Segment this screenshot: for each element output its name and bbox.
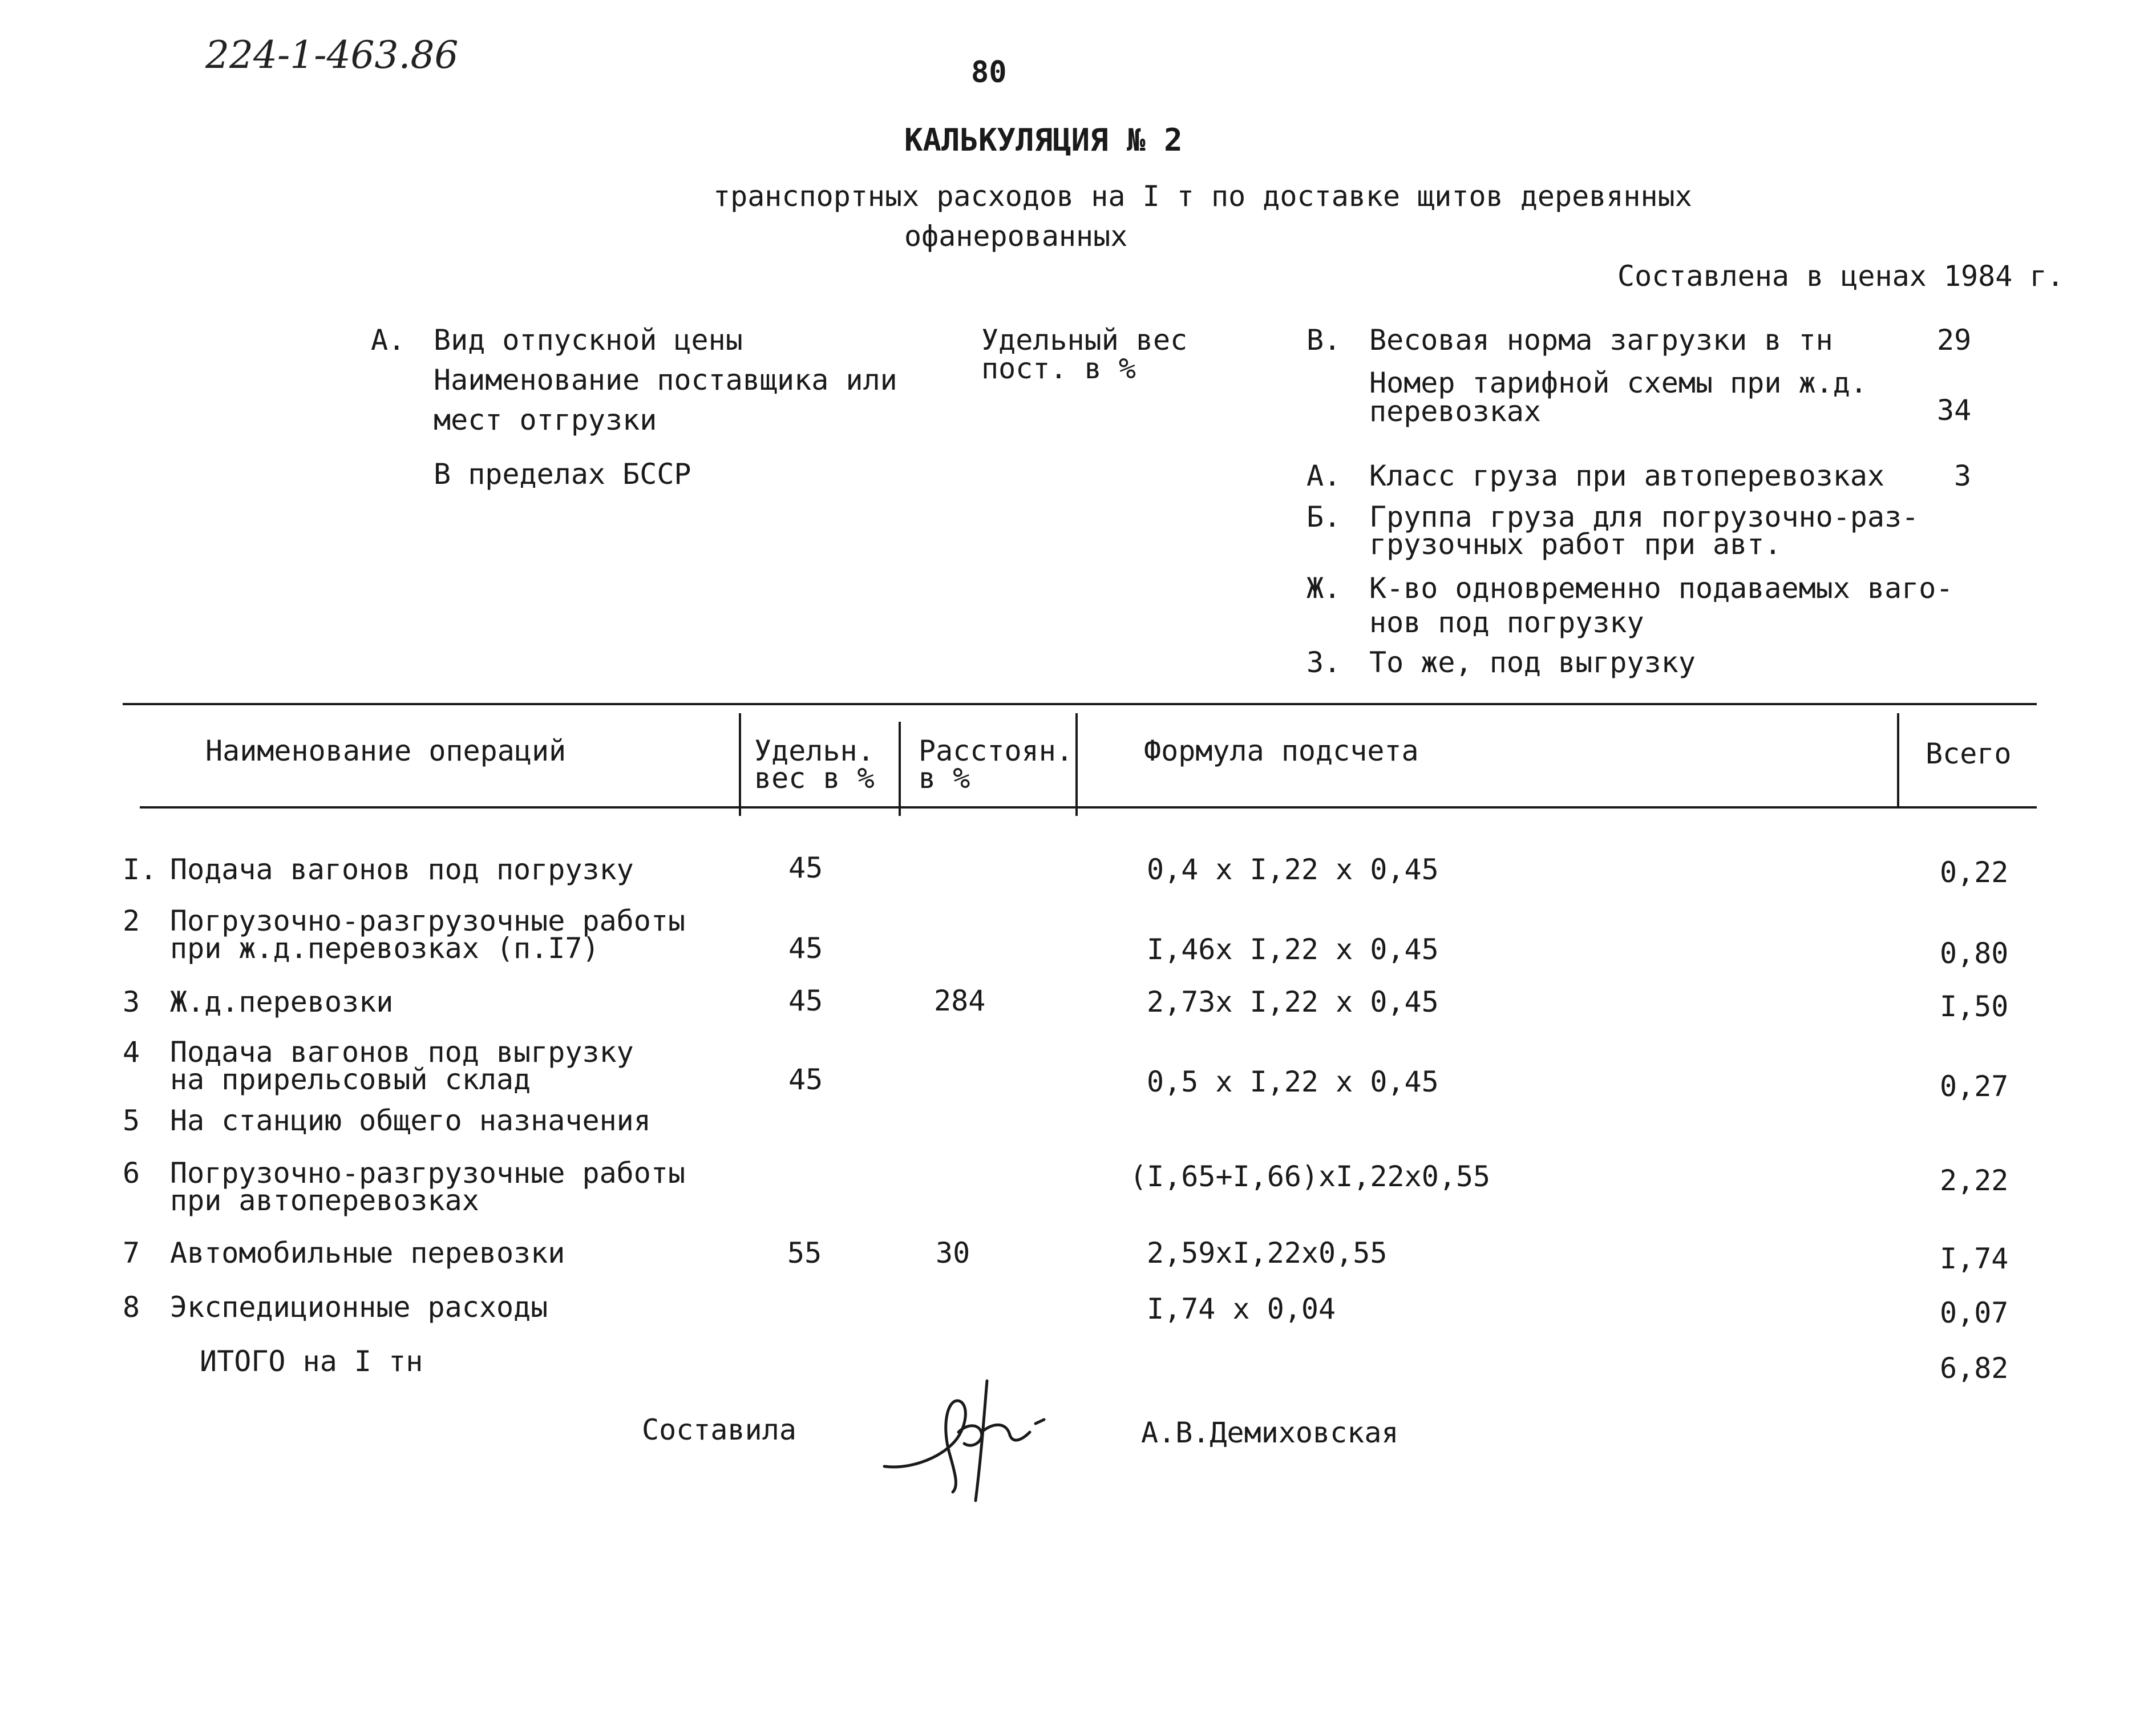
- row-distance: 284: [934, 984, 986, 1017]
- price-type-label: Вид отпускной цены: [434, 324, 743, 357]
- param-label: То же, под выгрузку: [1369, 646, 1696, 679]
- row-formula: I,46x I,22 x 0,45: [1147, 933, 1439, 966]
- param-letter: Ж.: [1306, 572, 1341, 605]
- row-operation: Подача вагонов под погрузку: [170, 853, 634, 886]
- row-operation: Экспедиционные расходы: [170, 1291, 548, 1324]
- row-operation: На станцию общего назначения: [170, 1104, 651, 1137]
- param-label: Группа груза для погрузочно-раз-: [1369, 500, 1919, 533]
- total-label: ИТОГО на I тн: [200, 1345, 423, 1378]
- header-total: Всего: [1926, 737, 2012, 770]
- row-operation-cont: при автоперевозках: [170, 1184, 479, 1217]
- param-label-cont: грузочных работ при авт.: [1369, 528, 1782, 561]
- row-total: I,50: [1940, 990, 2009, 1023]
- param-value: 34: [1937, 394, 1972, 427]
- page-number: 80: [971, 55, 1007, 90]
- param-label: Весовая норма загрузки в тн: [1369, 324, 1833, 357]
- param-label: Номер тарифной схемы при ж.д.: [1369, 366, 1867, 399]
- row-total: I,74: [1940, 1242, 2009, 1275]
- row-number: 7: [123, 1236, 140, 1270]
- total-value: 6,82: [1940, 1352, 2009, 1385]
- row-distance: 30: [936, 1236, 970, 1270]
- row-formula: I,74 x 0,04: [1147, 1292, 1336, 1325]
- row-operation: Автомобильные перевозки: [170, 1236, 565, 1270]
- param-value: 29: [1937, 324, 1972, 357]
- row-number: 2: [123, 904, 140, 937]
- specific-weight-unit: пост. в %: [981, 352, 1136, 385]
- row-formula: (I,65+I,66)xI,22x0,55: [1130, 1160, 1491, 1193]
- param-label: К-во одновременно подаваемых ваго-: [1369, 572, 1953, 605]
- column-divider: [1075, 713, 1078, 816]
- param-label: Класс груза при автоперевозках: [1369, 459, 1885, 492]
- param-letter: З.: [1306, 646, 1341, 679]
- param-label-cont: перевозках: [1369, 395, 1542, 428]
- signature-label: Составила: [642, 1413, 796, 1446]
- row-weight: 45: [788, 1063, 823, 1096]
- row-operation: Погрузочно-разгрузочные работы: [170, 904, 686, 937]
- row-formula: 2,73x I,22 x 0,45: [1147, 985, 1439, 1018]
- column-divider: [1897, 713, 1899, 807]
- row-formula: 0,4 x I,22 x 0,45: [1147, 853, 1439, 886]
- row-weight: 45: [788, 932, 823, 965]
- row-operation: Подача вагонов под выгрузку: [170, 1036, 634, 1069]
- row-weight: 45: [788, 984, 823, 1017]
- param-label-cont: нов под погрузку: [1369, 606, 1644, 639]
- row-formula: 2,59xI,22x0,55: [1147, 1236, 1388, 1270]
- header-distance: Расстоян.: [919, 734, 1073, 767]
- table-header-rule: [140, 806, 2037, 809]
- document-subtitle-line2: офанерованных: [904, 220, 1128, 253]
- row-operation-cont: при ж.д.перевозках (п.I7): [170, 932, 600, 965]
- specific-weight-label: Удельный вес: [981, 324, 1188, 357]
- shipment-place-label: мест отгрузки: [434, 403, 657, 436]
- column-divider: [899, 722, 901, 816]
- row-formula: 0,5 x I,22 x 0,45: [1147, 1065, 1439, 1098]
- row-operation-cont: на прирельсовый склад: [170, 1063, 531, 1096]
- row-total: 0,80: [1940, 937, 2009, 970]
- row-operation: Погрузочно-разгрузочные работы: [170, 1157, 686, 1190]
- header-specific-weight: Удельн.: [754, 734, 875, 767]
- signer-name: А.В.Демиховская: [1141, 1416, 1399, 1449]
- header-distance-unit: в %: [919, 762, 970, 795]
- left-block-letter: А.: [371, 324, 406, 357]
- supplier-label: Наименование поставщика или: [434, 363, 897, 397]
- row-total: 2,22: [1940, 1164, 2009, 1197]
- header-operation-name: Наименование операций: [205, 734, 567, 767]
- row-total: 0,22: [1940, 856, 2009, 889]
- row-total: 0,27: [1940, 1070, 2009, 1103]
- row-number: 6: [123, 1157, 140, 1190]
- param-value: 3: [1954, 459, 1972, 492]
- row-weight: 45: [788, 851, 823, 884]
- document-title: КАЛЬКУЛЯЦИЯ № 2: [904, 122, 1183, 158]
- row-weight: 55: [787, 1236, 822, 1270]
- row-number: 3: [123, 985, 140, 1018]
- param-letter: А.: [1306, 459, 1341, 492]
- header-formula: Формула подсчета: [1144, 734, 1419, 767]
- row-number: 8: [123, 1291, 140, 1324]
- row-operation: Ж.д.перевозки: [170, 985, 394, 1018]
- row-number: I.: [123, 853, 157, 886]
- table-top-rule: [123, 703, 2037, 705]
- row-number: 4: [123, 1036, 140, 1069]
- document-code: 224-1-463.86: [205, 33, 459, 77]
- column-divider: [739, 713, 741, 816]
- document-subtitle-line1: транспортных расходов на I т по доставке щитов деревянных: [713, 180, 1692, 213]
- prices-note: Составлена в ценах 1984 г.: [1617, 260, 2064, 293]
- handwritten-signature: [873, 1369, 1055, 1506]
- param-letter: В.: [1306, 324, 1341, 357]
- region-label: В пределах БССР: [434, 458, 691, 491]
- param-letter: Б.: [1306, 500, 1341, 533]
- row-total: 0,07: [1940, 1296, 2009, 1329]
- row-number: 5: [123, 1104, 140, 1137]
- header-specific-weight-unit: вес в %: [754, 762, 875, 795]
